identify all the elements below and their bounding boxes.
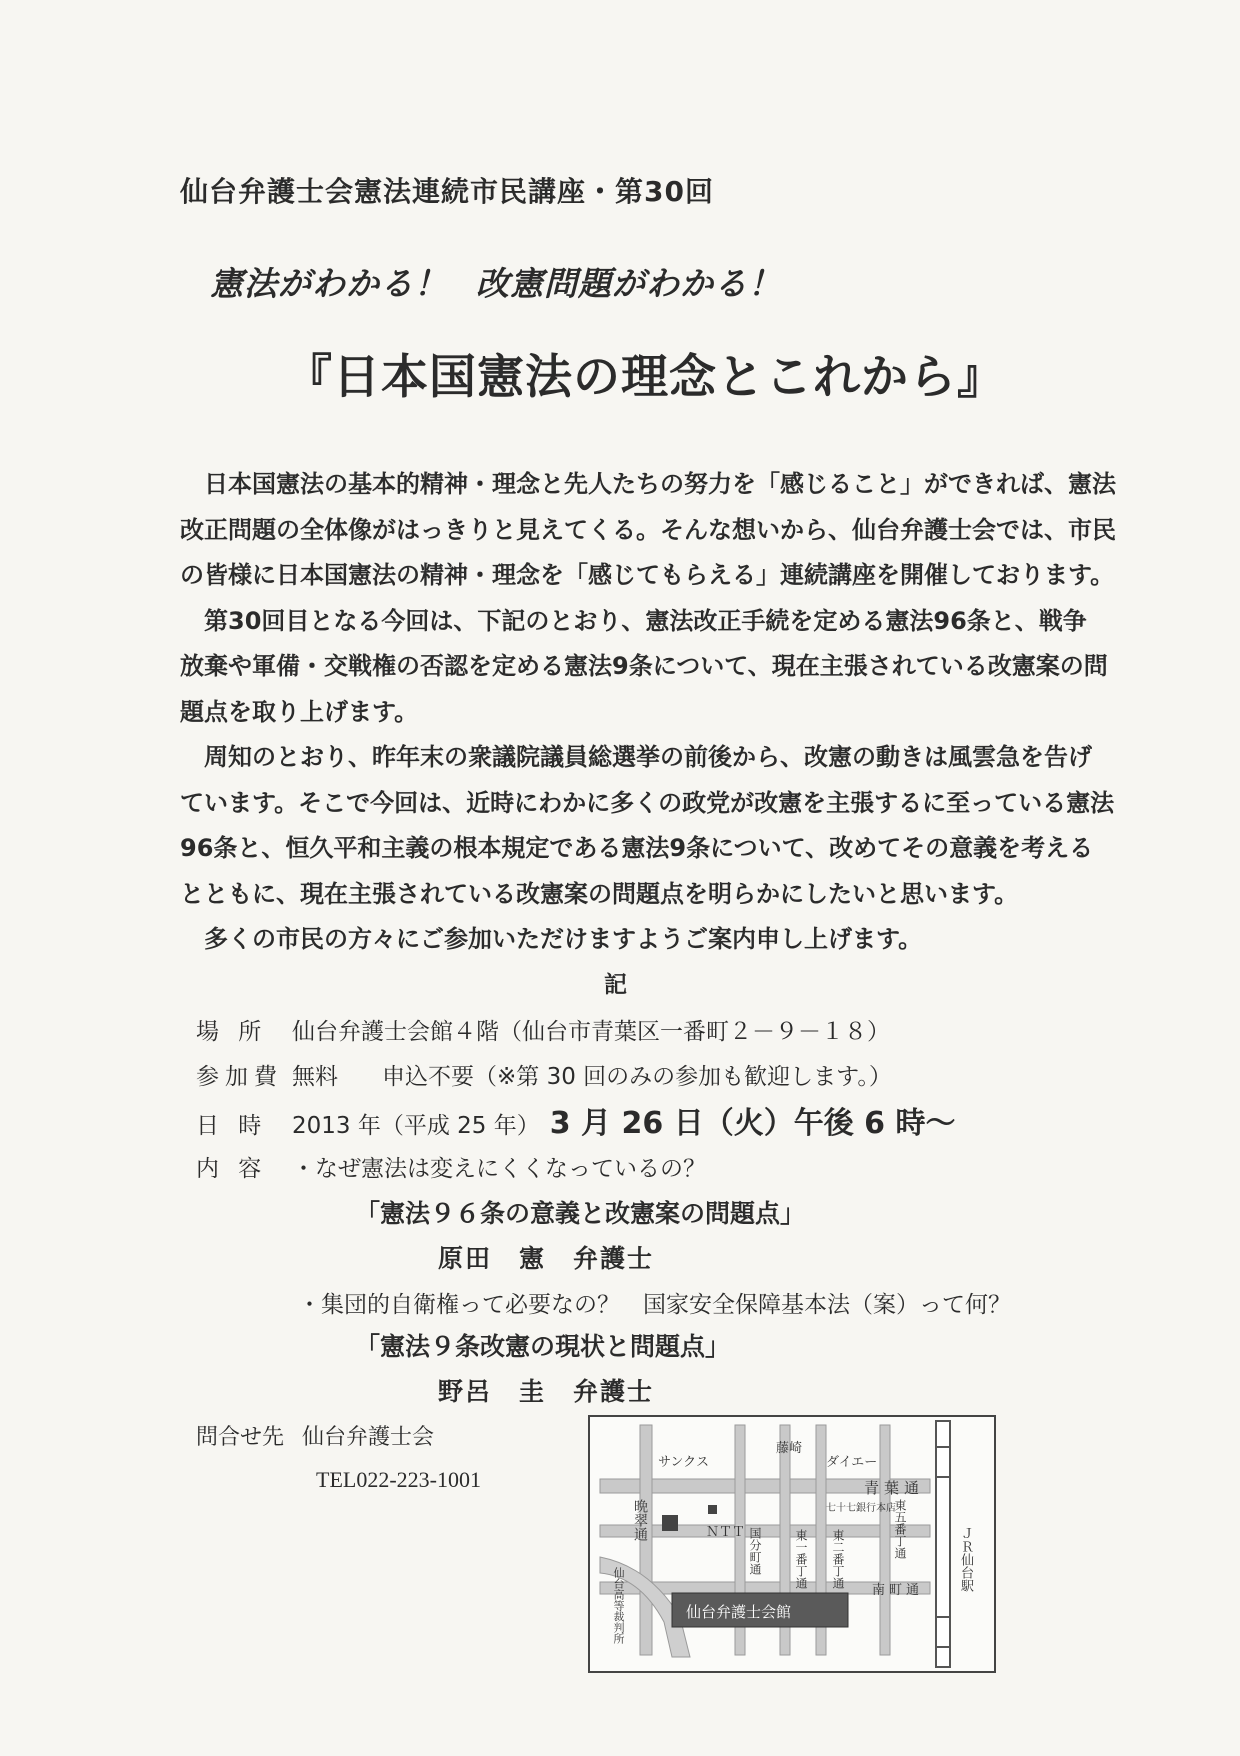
intro-line: ています。そこで今回は、近時にわかに多くの政党が改憲を主張するに至っている憲法 [180,788,1115,817]
map-label-sunkus: サンクス [658,1455,709,1470]
intro-line: 第30回目となる今回は、下記のとおり、憲法改正手続を定める憲法96条と、戦争 [180,606,1087,635]
date-year: 2013 年（平成 25 年） [292,1113,540,1139]
lecture-1-speaker: 原田 憲 弁護士 [438,1244,655,1273]
ki-heading: 記 [604,972,627,998]
map-label-aoba-dori: 青葉通 [864,1479,925,1497]
intro-line: 改正問題の全体像がはっきりと見えてくる。そんな想いから、仙台弁護士会では、市民 [180,515,1116,544]
fee-label: 参加費 [196,1064,283,1090]
map-label-minamimachi-dori: 南町通 [872,1583,924,1598]
map-label-daiei: ダイエー [826,1455,878,1470]
place-label: 場 所 [196,1019,268,1045]
content-label: 内 容 [196,1156,268,1182]
access-map [588,1415,996,1673]
intro-body [180,462,1116,963]
date-label: 日 時 [196,1113,268,1139]
map-label-bar-hall: 仙台弁護士会館 [686,1603,792,1621]
map-label-kokubuncho: 国分町通 [748,1527,762,1575]
question-2: ・集団的自衛権って必要なの？ 国家安全保障基本法（案）って何？ [298,1292,1011,1318]
place-row [196,1013,890,1046]
intro-line: 多くの市民の方々にご参加いただけますようご案内申し上げます。 [180,925,923,953]
date-main: 3 月 26 日（火）午後 6 時～ [549,1106,956,1141]
intro-line: 96条と、恒久平和主義の根本規定である憲法9条について、改めてその意義を考える [180,834,1094,862]
fee-note: 申込不要（※第 30 回のみの参加も歓迎します。） [382,1064,892,1090]
map-label-bansui-dori: 晩翠通 [632,1499,648,1541]
fee-row [196,1058,892,1091]
contact-label: 問合せ先 [196,1425,285,1450]
catchphrase-part-2: 改憲問題がわかる！ [476,264,782,303]
intro-line: とともに、現在主張されている改憲案の問題点を明らかにしたいと思います。 [180,879,1019,908]
map-label-sendai-station: ＪＲ仙台駅 [958,1527,973,1592]
map-label-77-bank: 七十七銀行本店 [826,1503,896,1514]
catchphrase-part-1: 憲法がわかる！ [210,264,448,303]
map-label-ntt: ＮＴＴ [706,1525,746,1540]
question-1: ・なぜ憲法は変えにくくなっているの？ [292,1156,706,1182]
place-value: 仙台弁護士会館４階（仙台市青葉区一番町２－９－１８） [292,1019,890,1045]
map-label-higashi-gobancho: 東五番丁通 [893,1499,907,1559]
catchphrase [210,258,782,305]
content-row [196,1150,706,1183]
map-label-high-court: 仙台高等裁判所 [612,1567,625,1644]
map-label-higashi-nibancho: 東二番丁通 [831,1529,845,1589]
date-row [196,1098,955,1142]
map-label-higashi-ichibancho: 東一番丁通 [794,1529,808,1589]
contact-line [196,1420,434,1451]
map-label-fujisaki: 藤崎 [776,1441,803,1456]
contact-tel: TEL022-223-1001 [316,1467,481,1492]
intro-line: 日本国憲法の基本的精神・理念と先人たちの努力を「感じること」ができれば、憲法 [180,470,1116,498]
intro-line: 題点を取り上げます。 [180,697,419,726]
intro-line: の皆様に日本国憲法の精神・理念を「感じてもらえる」連続講座を開催しております。 [180,561,1115,589]
lecture-1-title: 「憲法９６条の意義と改憲案の問題点」 [355,1199,806,1228]
series-title: 仙台弁護士会憲法連続市民講座・第30回 [180,175,714,208]
intro-line: 放棄や軍備・交戦権の否認を定める憲法9条について、現在主張されている改憲案の問 [180,652,1108,680]
page-title: 『日本国憲法の理念とこれから』 [285,350,1005,405]
lecture-2-speaker: 野呂 圭 弁護士 [438,1377,655,1406]
contact-org: 仙台弁護士会 [302,1425,435,1450]
fee-value: 無料 [292,1064,338,1090]
lecture-2-title: 「憲法９条改憲の現状と問題点」 [355,1332,731,1361]
intro-line: 周知のとおり、昨年末の衆議院議員総選挙の前後から、改憲の動きは風雲急を告げ [180,743,1092,771]
